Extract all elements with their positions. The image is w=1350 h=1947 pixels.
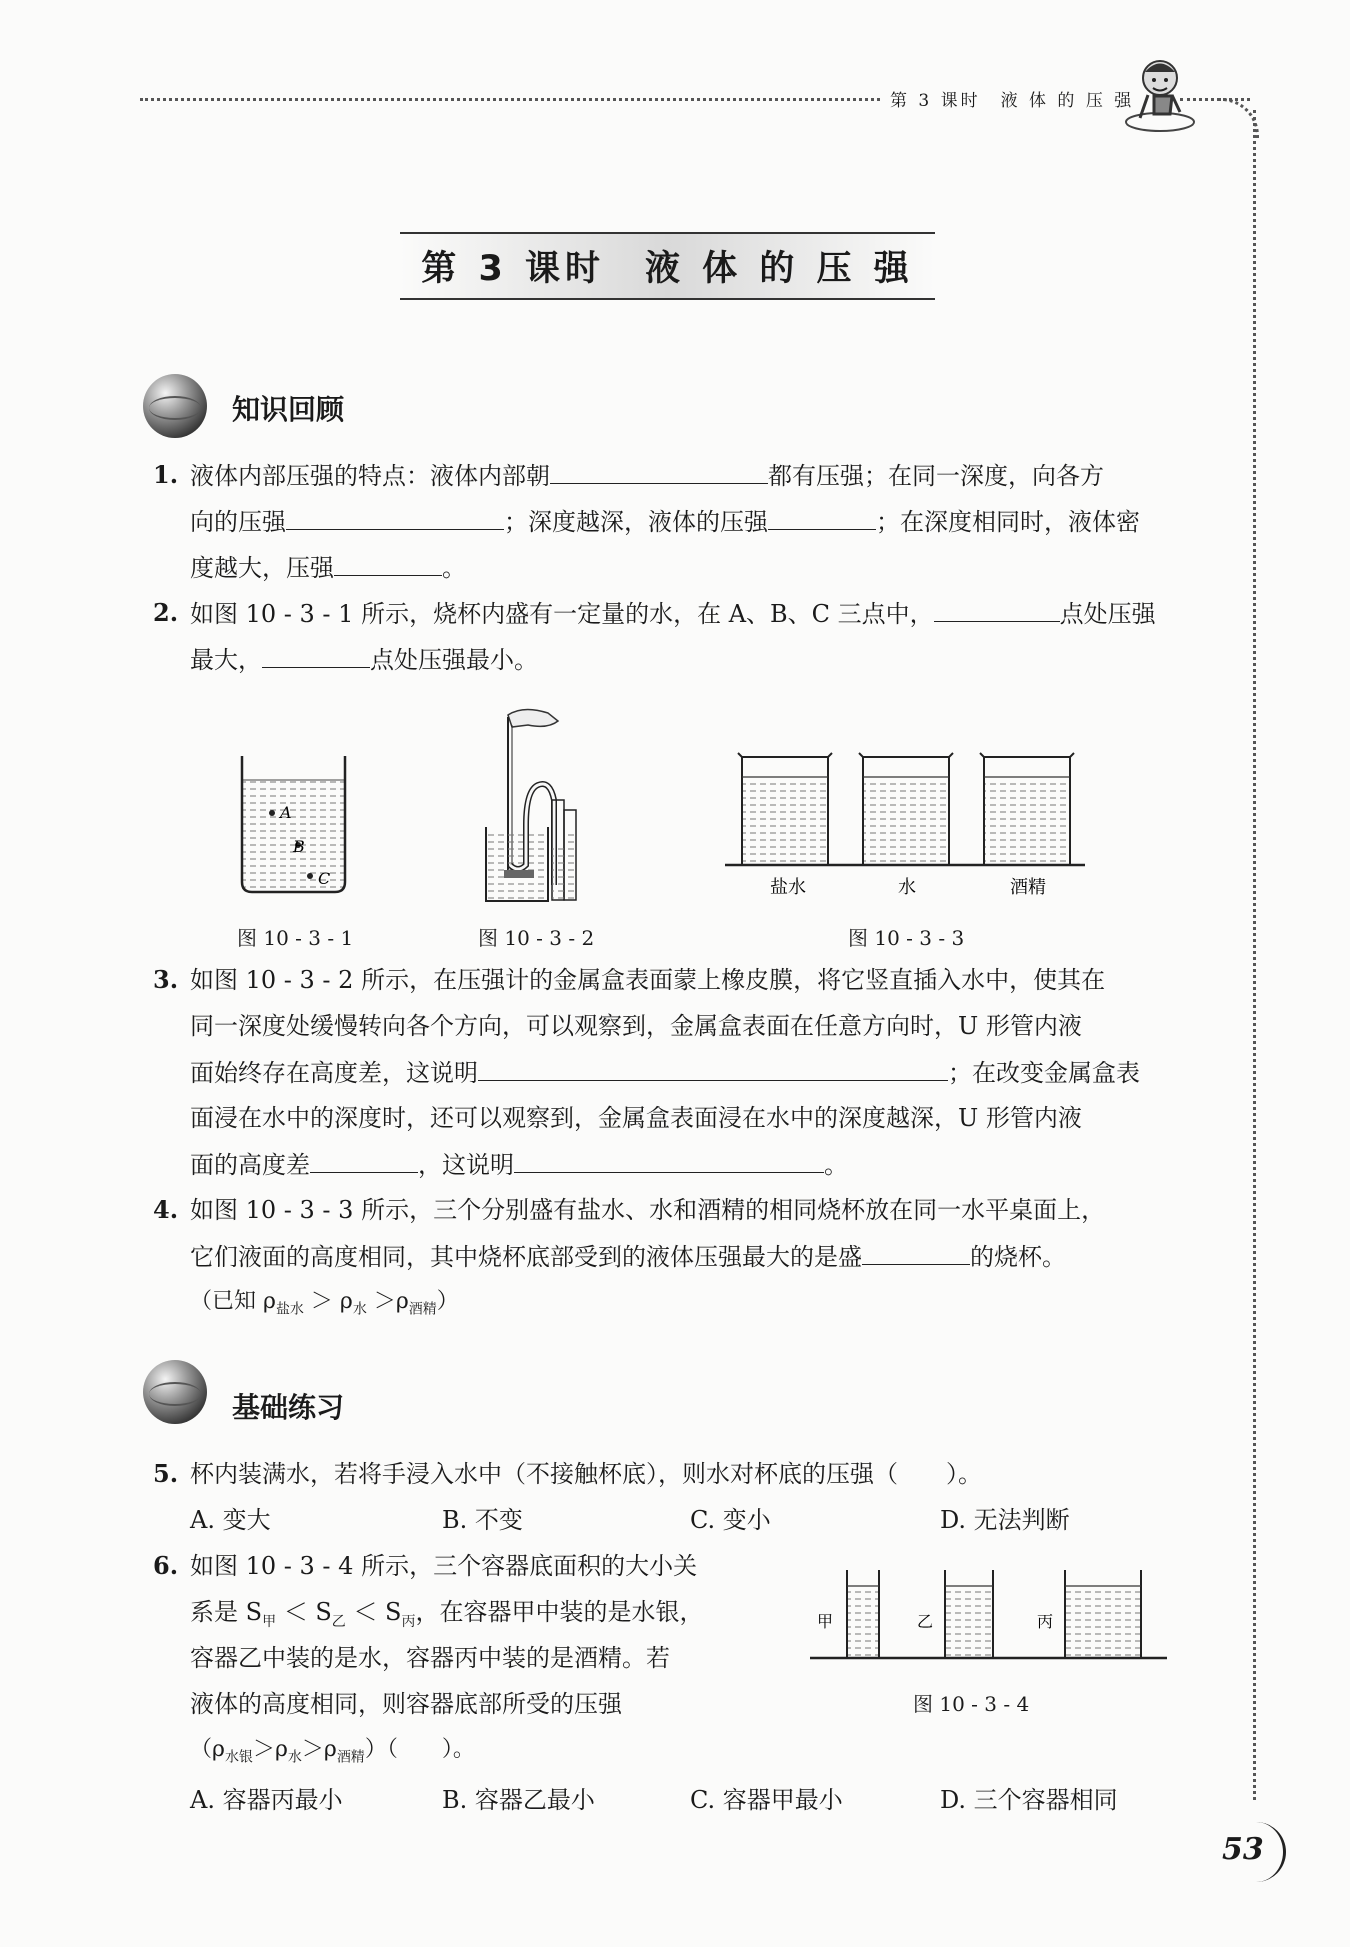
section-title-review: 知识回顾 xyxy=(232,393,345,426)
q3-line-3: 面始终存在高度差，这说明 ；在改变金属盒表 xyxy=(190,1050,1140,1095)
q3-number: 3. xyxy=(153,965,179,994)
q6-line-1: 如图 10 - 3 - 4 所示，三个容器底面积的大小关 xyxy=(190,1552,698,1580)
beaker-label-brine: 盐水 xyxy=(770,877,806,898)
margin-rule xyxy=(1253,110,1256,1800)
q3-line-5: 面的高度差 ，这说明 。 xyxy=(190,1142,848,1187)
q4-number: 4. xyxy=(153,1195,179,1224)
q6-option-c[interactable]: C. 容器甲最小 xyxy=(690,1786,843,1814)
q4-line-1: 如图 10 - 3 - 3 所示，三个分别盛有盐水、水和酒精的相同烧杯放在同一水平桌面上， xyxy=(190,1196,1106,1224)
q2-line-2: 最大， 点处压强最小。 xyxy=(190,637,538,682)
q1-number: 1. xyxy=(153,460,179,489)
figure-beaker-points xyxy=(230,750,360,905)
container-label-yi: 乙 xyxy=(917,1612,934,1631)
figure-three-beakers xyxy=(720,745,1090,905)
q1-blank-4[interactable] xyxy=(334,545,442,576)
q4-blank-1[interactable] xyxy=(862,1234,970,1265)
q6-option-a[interactable]: A. 容器丙最小 xyxy=(190,1786,343,1814)
beaker-label-water: 水 xyxy=(898,877,916,898)
q5-option-d[interactable]: D. 无法判断 xyxy=(940,1506,1070,1534)
q5-option-b[interactable]: B. 不变 xyxy=(442,1506,523,1534)
q1-line-2: 向的压强 ；深度越深，液体的压强 ；在深度相同时，液体密 xyxy=(190,499,1140,544)
q6-line-3: 容器乙中装的是水，容器丙中装的是酒精。若 xyxy=(190,1644,670,1672)
running-head: 第 3 课时 液 体 的 压 强 xyxy=(890,91,1135,111)
q2-number: 2. xyxy=(153,598,179,627)
q2-line-1: 如图 10 - 3 - 1 所示，烧杯内盛有一定量的水，在 A、B、C 三点中， 点处压强 xyxy=(190,591,1156,636)
mascot-icon xyxy=(1120,50,1200,140)
q5-stem: 杯内装满水，若将手浸入水中（不接触杯底），则水对杯底的压强（ ）。 xyxy=(190,1460,982,1488)
globe-icon xyxy=(143,1360,207,1424)
q5-option-a[interactable]: A. 变大 xyxy=(190,1506,271,1534)
figure-pressure-gauge xyxy=(478,705,598,905)
q6-option-b[interactable]: B. 容器乙最小 xyxy=(442,1786,595,1814)
section-title-practice: 基础练习 xyxy=(232,1391,345,1424)
q3-line-4: 面浸在水中的深度时，还可以观察到，金属盒表面浸在水中的深度越深，U 形管内液 xyxy=(190,1104,1082,1132)
figure-caption-2: 图 10 - 3 - 2 xyxy=(478,926,595,950)
point-b-label: B xyxy=(293,837,305,856)
figure-three-containers xyxy=(805,1560,1175,1670)
q6-option-d[interactable]: D. 三个容器相同 xyxy=(940,1786,1118,1814)
q2-blank-2[interactable] xyxy=(262,637,370,668)
q1-line-3: 度越大，压强 。 xyxy=(190,545,466,590)
q5-option-c[interactable]: C. 变小 xyxy=(690,1506,771,1534)
hand-icon xyxy=(508,709,558,727)
globe-icon xyxy=(143,374,207,438)
page-number: 53 xyxy=(1222,1832,1264,1867)
q5-number: 5. xyxy=(153,1459,179,1488)
point-a-label: A xyxy=(280,803,292,822)
q1-blank-1[interactable] xyxy=(550,453,768,484)
q1-blank-2[interactable] xyxy=(286,499,504,530)
q3-blank-2[interactable] xyxy=(310,1142,418,1173)
container-label-bing: 丙 xyxy=(1037,1612,1054,1631)
figure-caption-1: 图 10 - 3 - 1 xyxy=(237,926,354,950)
q4-line-3: （已知 $\rho_{盐水} > \rho_水 >\rho_{酒精}$） xyxy=(190,1289,459,1318)
q6-number: 6. xyxy=(153,1551,179,1580)
q3-blank-3[interactable] xyxy=(514,1142,824,1173)
q6-line-5: $(\rho_{水银}>\rho_水>\rho_{酒精})$（ ）。 xyxy=(190,1737,475,1766)
q4-line-2: 它们液面的高度相同，其中烧杯底部受到的液体压强最大的是盛 的烧杯。 xyxy=(190,1234,1066,1279)
page-title: 第 3 课时 液 体 的 压 强 xyxy=(400,232,935,300)
q6-line-4: 液体的高度相同，则容器底部所受的压强 xyxy=(190,1690,622,1718)
beaker-label-alcohol: 酒精 xyxy=(1010,877,1046,898)
q3-line-2: 同一深度处缓慢转向各个方向，可以观察到，金属盒表面在任意方向时，U 形管内液 xyxy=(190,1012,1082,1040)
q1-blank-3[interactable] xyxy=(768,499,876,530)
header-rule xyxy=(140,98,880,101)
container-label-jia: 甲 xyxy=(817,1612,834,1631)
q3-line-1: 如图 10 - 3 - 2 所示，在压强计的金属盒表面蒙上橡皮膜，将它竖直插入水中，使其在 xyxy=(190,966,1106,994)
q2-blank-1[interactable] xyxy=(934,591,1060,622)
q3-blank-1[interactable] xyxy=(478,1050,948,1081)
point-c-label: C xyxy=(318,869,331,888)
figure-caption-4: 图 10 - 3 - 4 xyxy=(913,1692,1030,1716)
q6-line-2: 系是 $S_甲 < S_乙 < S_丙$，在容器甲中装的是水银， xyxy=(190,1598,704,1630)
q1-line-1: 液体内部压强的特点：液体内部朝 都有压强；在同一深度，向各方 xyxy=(190,453,1104,498)
figure-caption-3: 图 10 - 3 - 3 xyxy=(848,926,965,950)
